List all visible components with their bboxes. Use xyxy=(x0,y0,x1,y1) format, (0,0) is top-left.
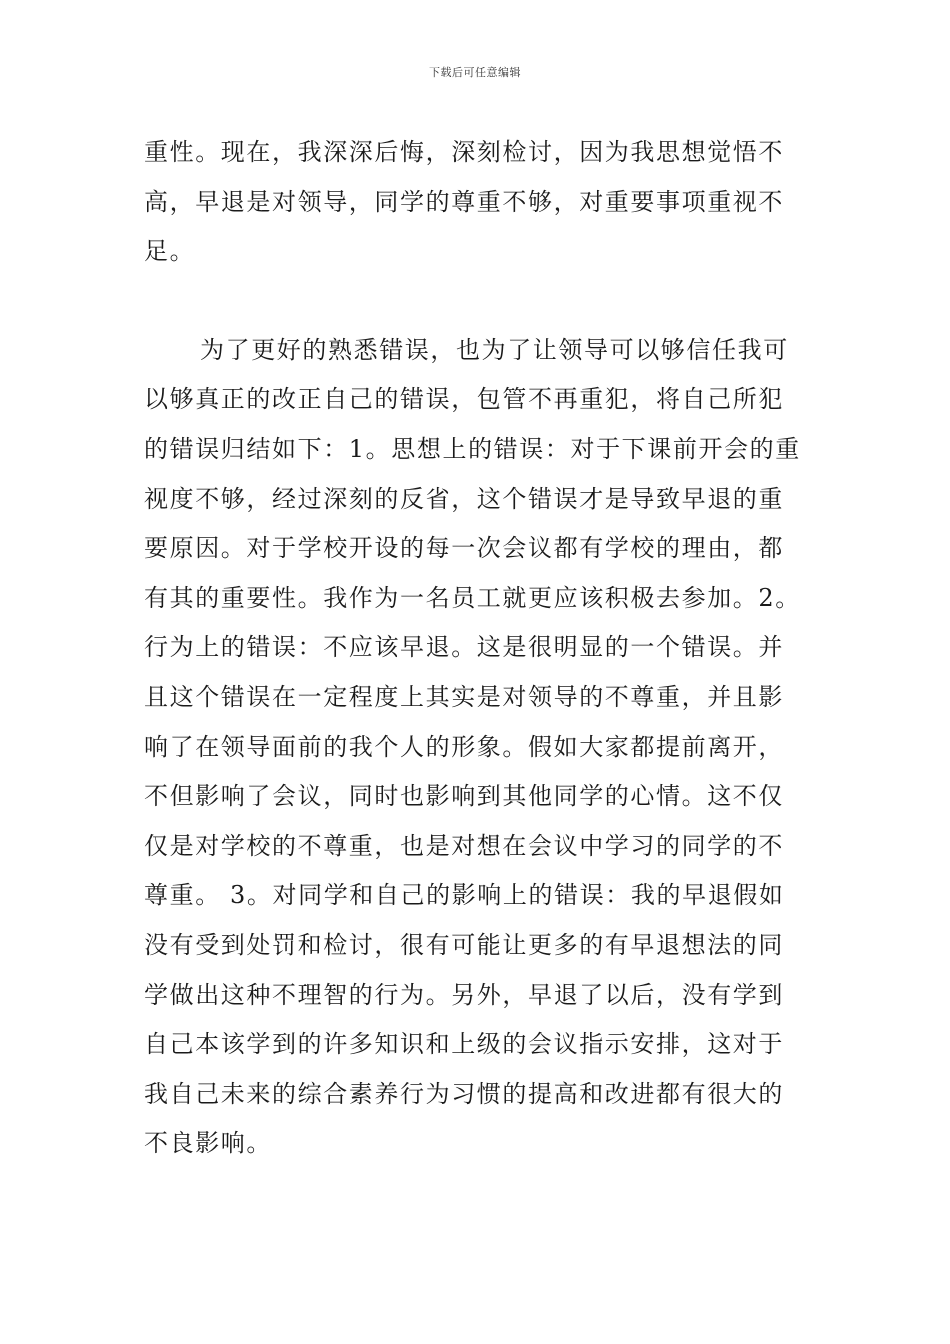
text-line: 为了更好的熟悉错误，也为了让领导可以够信任我可 xyxy=(200,335,789,364)
text-line: 响了在领导面前的我个人的形象。假如大家都提前离开， xyxy=(144,732,784,761)
text-line: 尊重。 3。对同学和自己的影响上的错误：我的早退假如 xyxy=(144,881,785,910)
text-line: 行为上的错误：不应该早退。这是很明显的一个错误。并 xyxy=(144,633,784,662)
text-line: 的错误归结如下：1。思想上的错误：对于下课前开会的重 xyxy=(144,434,801,463)
text-line: 要原因。对于学校开设的每一次会议都有学校的理由，都 xyxy=(144,534,784,563)
text-line: 没有受到处罚和检讨，很有可能让更多的有早退想法的同 xyxy=(144,930,784,959)
text-line: 重性。现在，我深深后悔，深刻检讨，因为我思想觉悟不 xyxy=(144,138,784,166)
text-line: 不但影响了会议，同时也影响到其他同学的心情。这不仅 xyxy=(144,782,784,811)
text-line: 高，早退是对领导，同学的尊重不够，对重要事项重视不 xyxy=(144,187,784,216)
text-line: 仅是对学校的不尊重，也是对想在会议中学习的同学的不 xyxy=(144,831,784,860)
text-line: 足。 xyxy=(144,237,196,266)
text-line: 以够真正的改正自己的错误，包管不再重犯，将自己所犯 xyxy=(144,385,784,414)
text-line: 我自己未来的综合素养行为习惯的提高和改进都有很大的 xyxy=(144,1079,784,1108)
page-header: 下载后可任意编辑 xyxy=(429,66,521,79)
document-body xyxy=(144,128,814,1169)
text-line: 视度不够，经过深刻的反省，这个错误才是导致早退的重 xyxy=(144,484,784,513)
text-line: 有其的重要性。我作为一名员工就更应该积极去参加。2。 xyxy=(144,583,801,612)
text-line: 自己本该学到的许多知识和上级的会议指示安排，这对于 xyxy=(144,1030,784,1059)
text-line: 不良影响。 xyxy=(144,1129,272,1158)
paragraph-2 xyxy=(144,326,814,1169)
paragraph-1 xyxy=(144,128,814,277)
text-line: 且这个错误在一定程度上其实是对领导的不尊重，并且影 xyxy=(144,682,784,711)
text-line: 学做出这种不理智的行为。另外，早退了以后，没有学到 xyxy=(144,980,784,1009)
paragraph-spacer xyxy=(144,277,814,326)
